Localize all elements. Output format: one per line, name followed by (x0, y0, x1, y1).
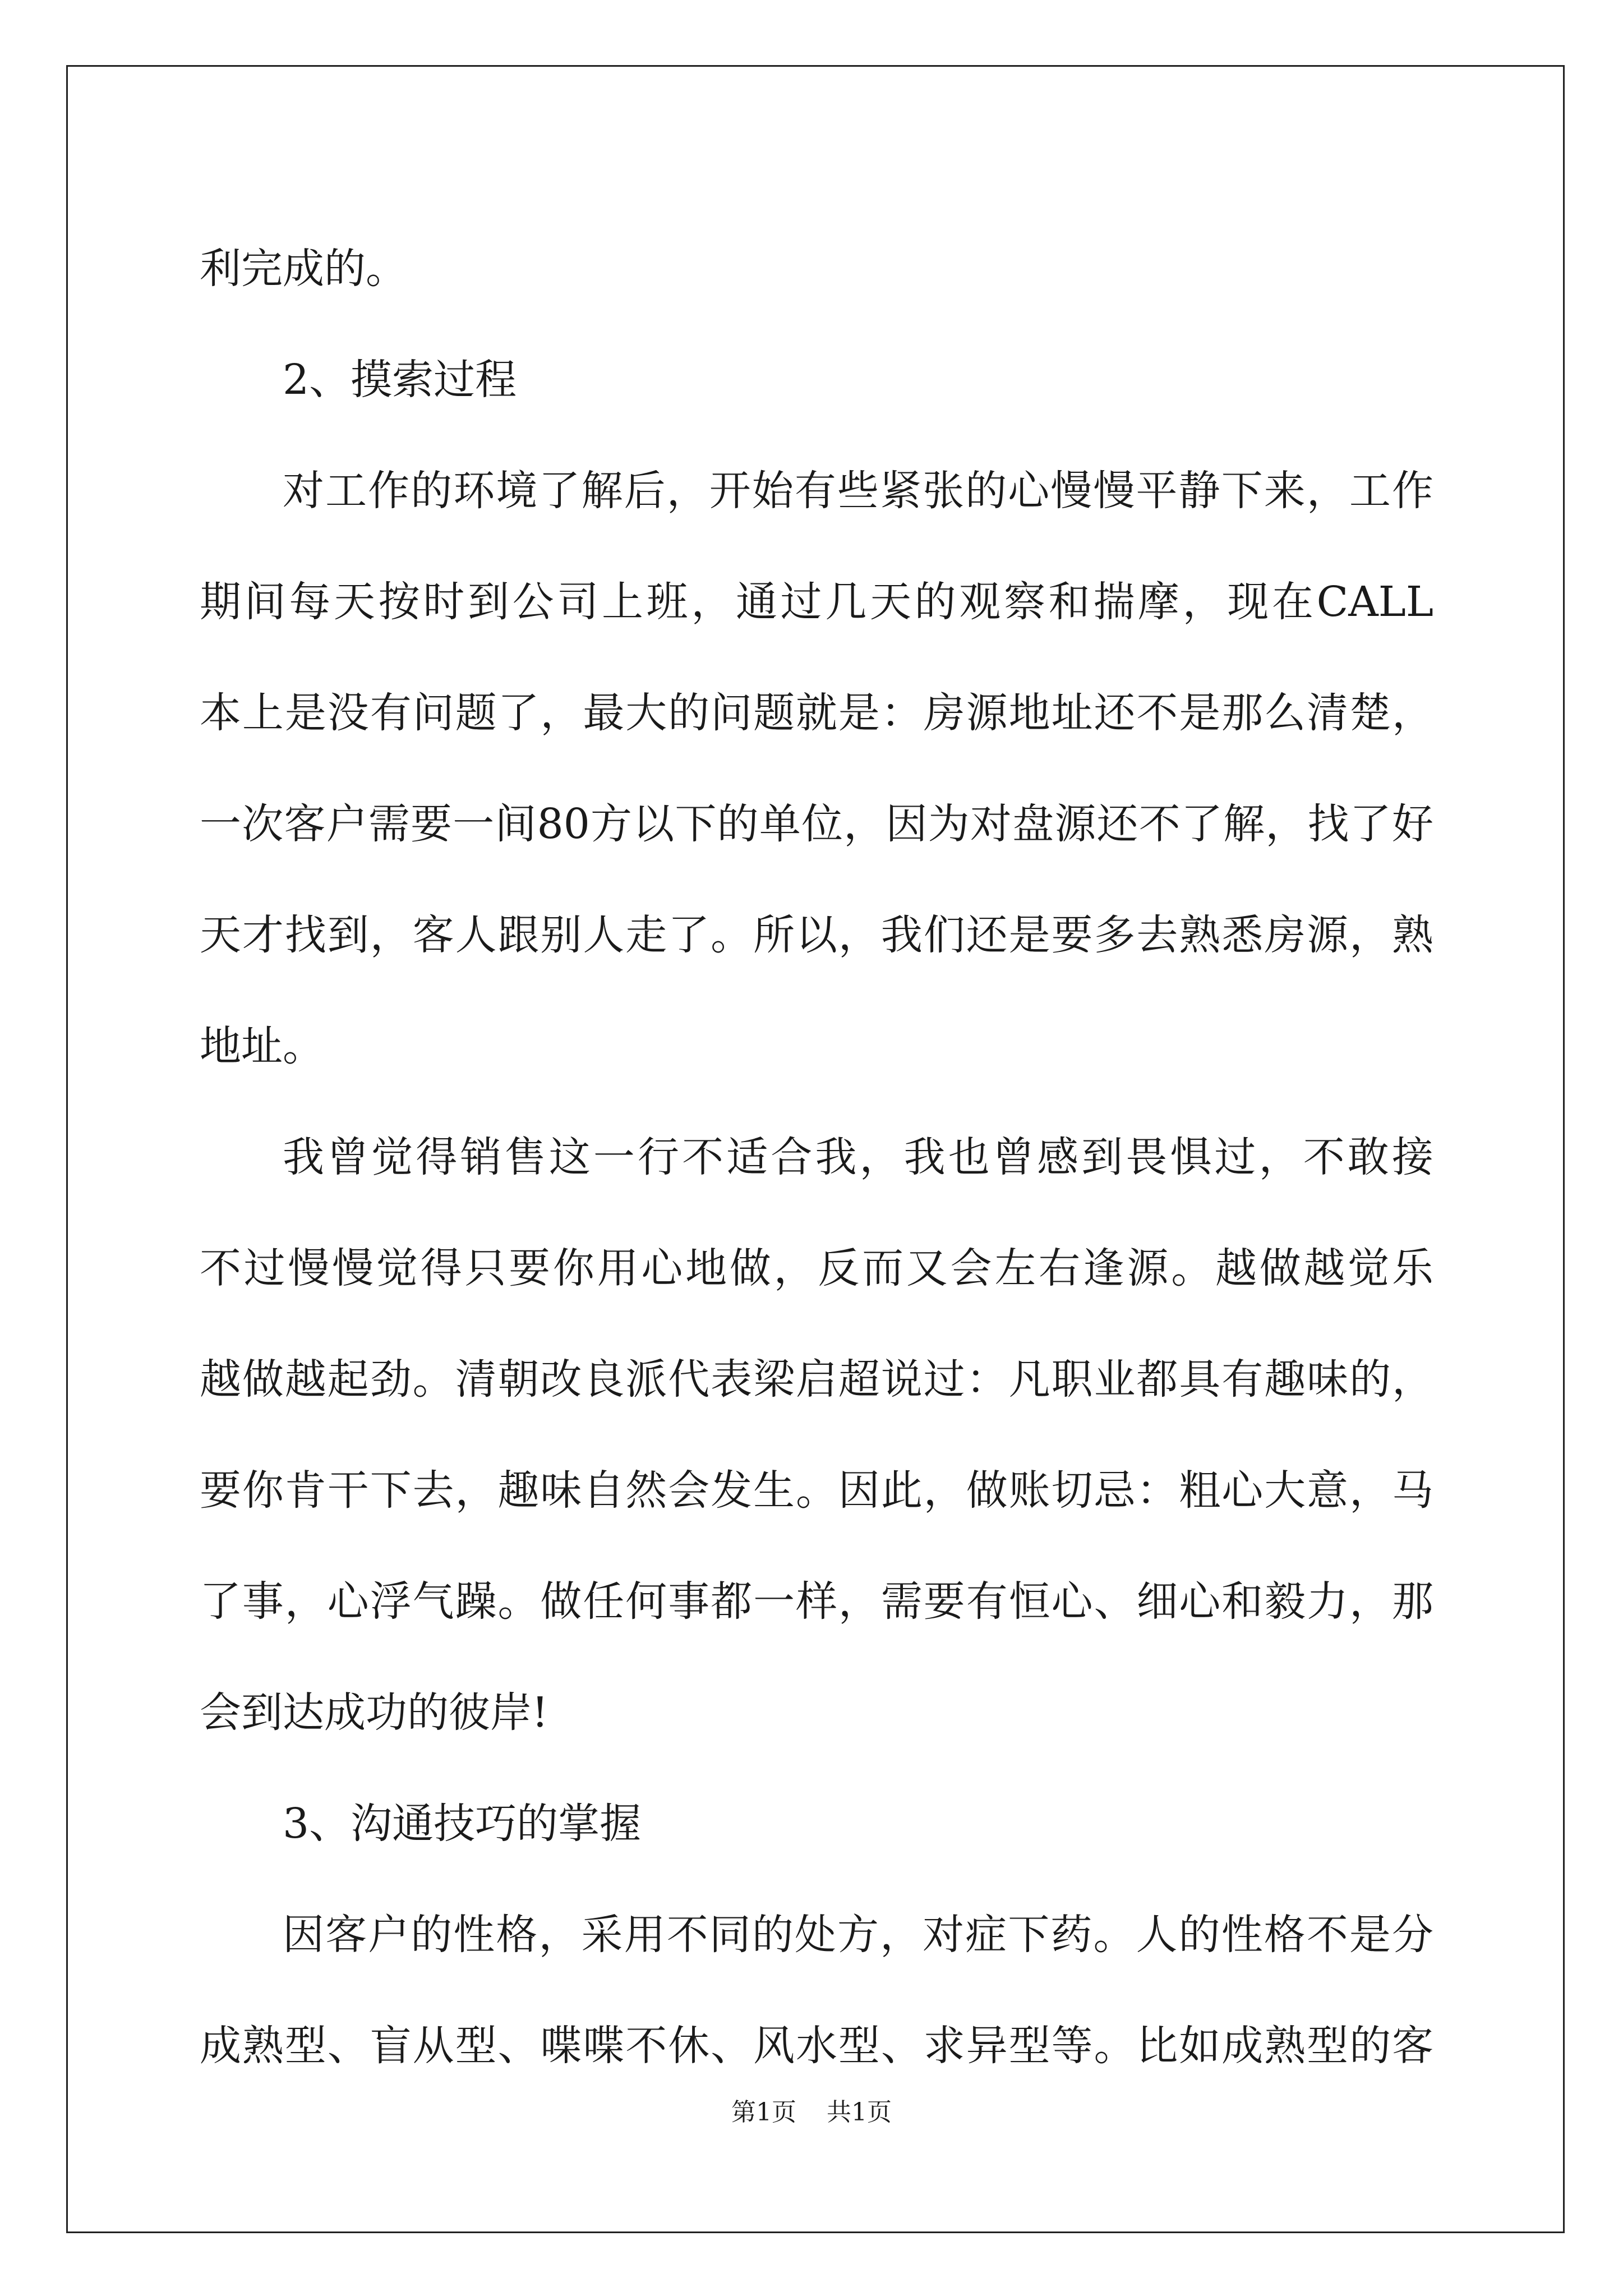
paragraph-line: 因客户的性格，采用不同的处方，对症下药。人的性格不是分 (283, 1911, 1433, 1959)
paragraph-line: 地址。 (200, 1022, 324, 1070)
paragraph-line: 本上是没有问题了，最大的问题就是：房源地址还不是那么清楚， (200, 689, 1433, 737)
paragraph-line: 要你肯干下去，趣味自然会发生。因此，做账切忌：粗心大意，马 (200, 1466, 1433, 1515)
paragraph-line: 对工作的环境了解后，开始有些紧张的心慢慢平静下来，工作 (283, 467, 1433, 515)
document-body (200, 213, 1433, 2101)
paragraph-line: 天才找到，客人跟别人走了。所以，我们还是要多去熟悉房源，熟 (200, 911, 1433, 959)
paragraph-line: 了事，心浮气躁。做任何事都一样，需要有恒心、细心和毅力，那 (200, 1577, 1433, 1626)
paragraph-line: 利完成的。 (200, 245, 407, 293)
paragraph-line: 成熟型、盲从型、喋喋不休、风水型、求异型等。比如成熟型的客 (200, 2022, 1433, 2070)
paragraph-line: 越做越起劲。清朝改良派代表梁启超说过：凡职业都具有趣味的， (200, 1355, 1433, 1404)
paragraph-line: 不过慢慢觉得只要你用心地做，反而又会左右逢源。越做越觉乐 (200, 1244, 1433, 1292)
page-number-total: 共1页 (827, 2098, 892, 2127)
paragraph-line: 期间每天按时到公司上班，通过几天的观察和揣摩，现在CALL (200, 578, 1433, 626)
page-footer (0, 2096, 1623, 2129)
section-heading: 2、摸索过程 (283, 356, 517, 404)
section-heading: 3、沟通技巧的掌握 (283, 1800, 642, 1848)
page-number-current: 第1页 (731, 2098, 796, 2127)
paragraph-line: 会到达成功的彼岸! (200, 1688, 548, 1737)
paragraph-line: 我曾觉得销售这一行不适合我，我也曾感到畏惧过，不敢接 (283, 1133, 1433, 1181)
paragraph-line: 一次客户需要一间80方以下的单位，因为对盘源还不了解，找了好 (200, 800, 1433, 848)
